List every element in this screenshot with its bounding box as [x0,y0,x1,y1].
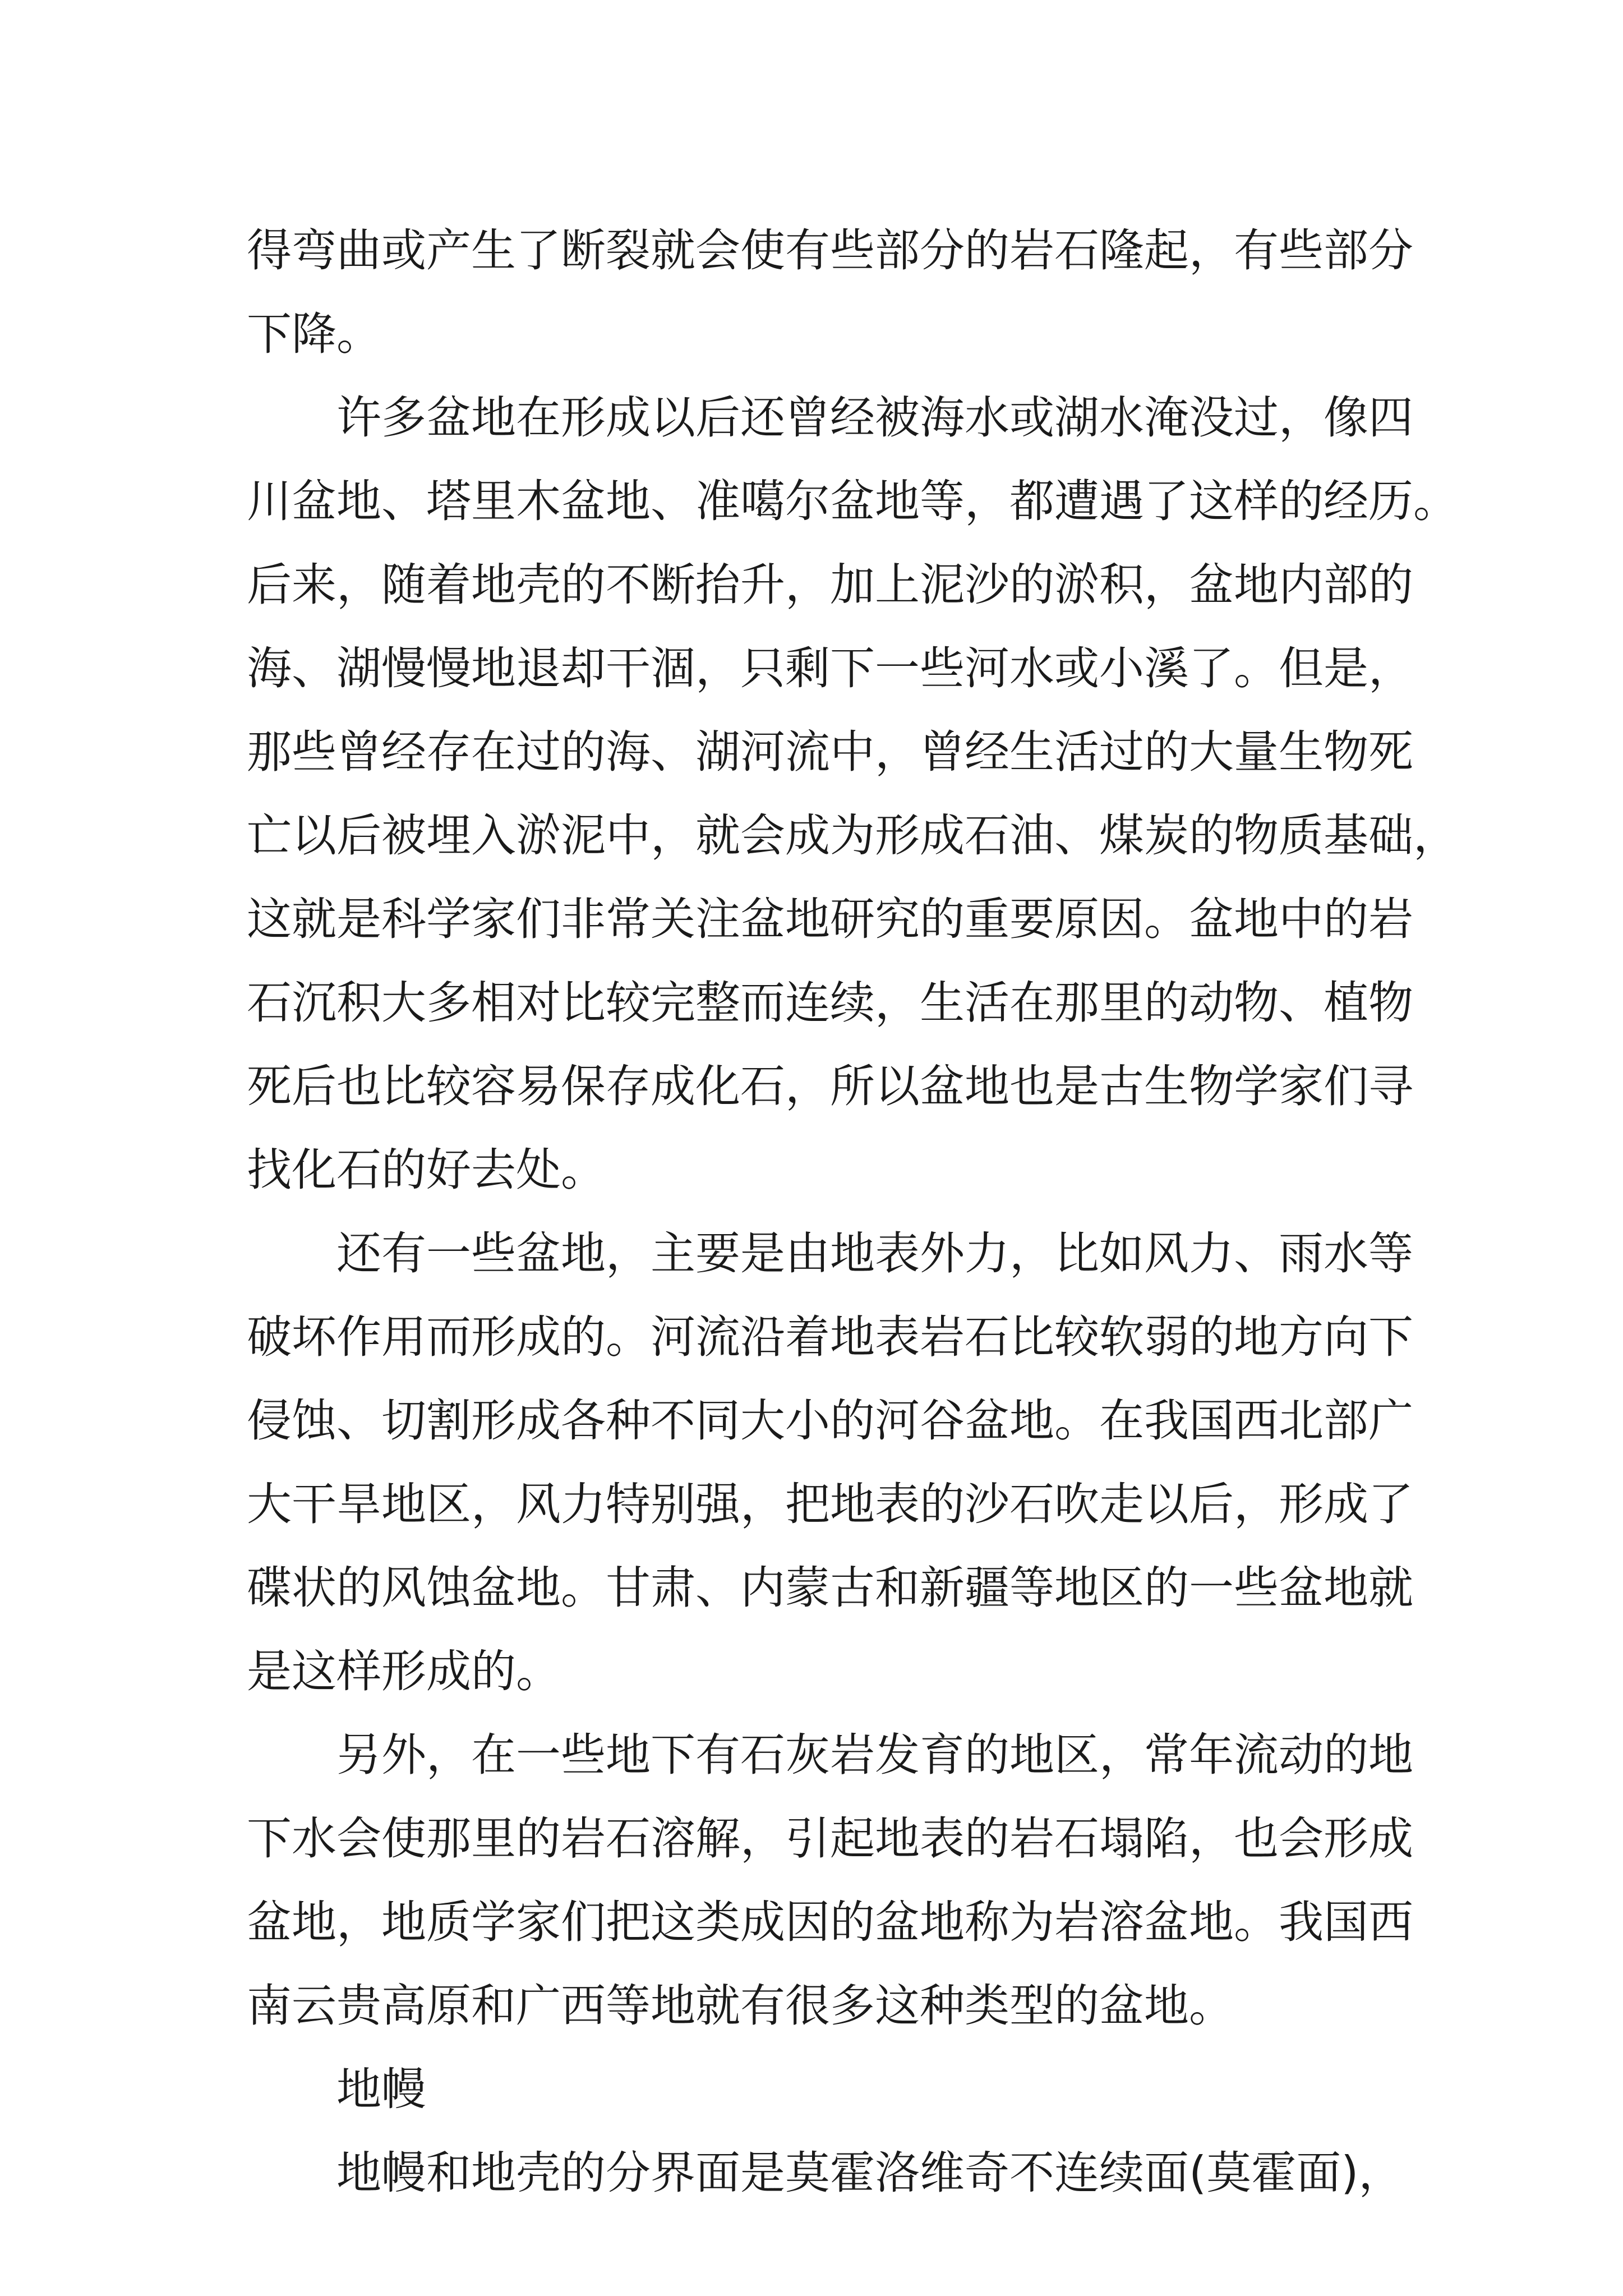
text-line: 另外，在一些地下有石灰岩发育的地区，常年流动的地 [336,1729,1413,1781]
paragraph-3 [247,1212,1413,1713]
text-line: 海、湖慢慢地退却干涸，只剩下一些河水或小溪了。但是， [247,642,1413,694]
text-line: 侵蚀、切割形成各种不同大小的河谷盆地。在我国西北部广 [247,1395,1413,1447]
paragraph-1 [247,209,1413,376]
section-heading [247,2047,1374,2131]
text-line: 后来，随着地壳的不断抬升，加上泥沙的淤积，盆地内部的 [247,559,1413,611]
text-line: 许多盆地在形成以后还曾经被海水或湖水淹没过，像四 [336,392,1413,444]
text-line: 川盆地、塔里木盆地、准噶尔盆地等，都遭遇了这样的经历。 [247,475,1458,527]
text-line: 碟状的风蚀盆地。甘肃、内蒙古和新疆等地区的一些盆地就 [247,1562,1413,1614]
paragraph-5 [247,2131,1404,2215]
text-line: 下水会使那里的岩石溶解，引起地表的岩石塌陷，也会形成 [247,1812,1413,1865]
text-line: 下降。 [247,308,381,360]
text-line: 得弯曲或产生了断裂就会使有些部分的岩石隆起，有些部分 [247,224,1413,277]
text-line: 地幔和地壳的分界面是莫霍洛维奇不连续面(莫霍面)， [336,2147,1404,2199]
text-line: 这就是科学家们非常关注盆地研究的重要原因。盆地中的岩 [247,893,1413,945]
text-line: 破坏作用而形成的。河流沿着地表岩石比较软弱的地方向下 [247,1311,1413,1363]
text-line: 大干旱地区，风力特别强，把地表的沙石吹走以后，形成了 [247,1478,1413,1530]
text-line: 死后也比较容易保存成化石，所以盆地也是古生物学家们寻 [247,1060,1413,1112]
paragraph-4 [247,1713,1413,2047]
text-line: 南云贵高原和广西等地就有很多这种类型的盆地。 [247,1980,1234,2032]
text-line: 找化石的好去处。 [247,1144,606,1196]
paragraph-2 [247,376,1458,1212]
body-text [247,209,1458,2215]
heading-text: 地幔 [336,2063,426,2115]
text-line: 还有一些盆地，主要是由地表外力，比如风力、雨水等 [336,1227,1413,1280]
text-line: 盆地，地质学家们把这类成因的盆地称为岩溶盆地。我国西 [247,1896,1413,1948]
text-line: 那些曾经存在过的海、湖河流中，曾经生活过的大量生物死 [247,726,1413,778]
text-line: 是这样形成的。 [247,1645,561,1697]
text-line: 亡以后被埋入淤泥中，就会成为形成石油、煤炭的物质基础， [247,809,1458,862]
text-line: 石沉积大多相对比较完整而连续，生活在那里的动物、植物 [247,977,1413,1029]
